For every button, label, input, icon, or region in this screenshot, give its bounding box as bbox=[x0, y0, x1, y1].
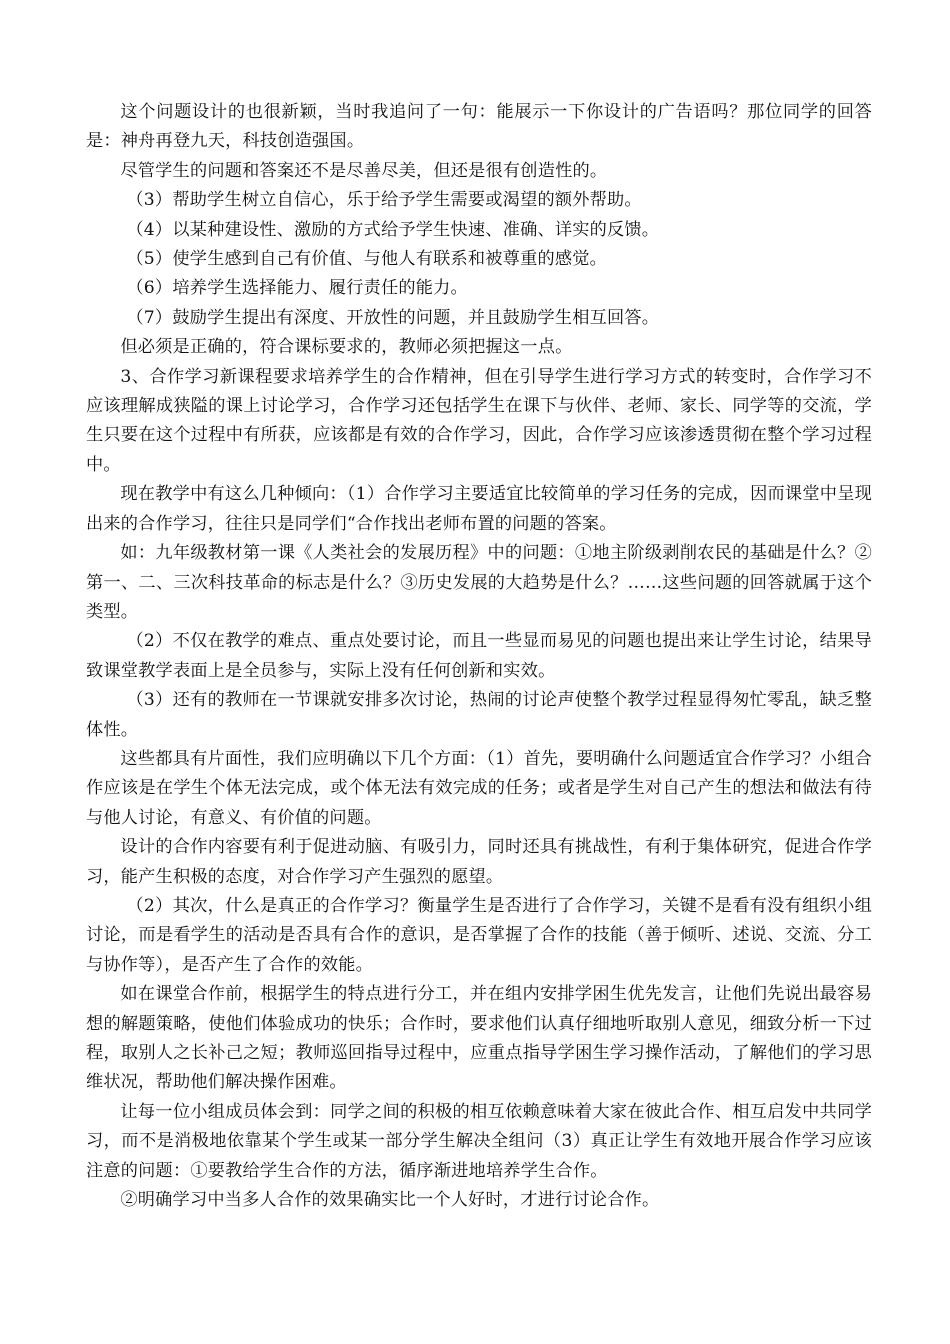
paragraph-ad-slogan: 这个问题设计的也很新颖，当时我追问了一句：能展示一下你设计的广告语吗？那位同学的回答是：神舟再登九天，科技创造强国。 bbox=[86, 102, 872, 152]
paragraph-example: 如：九年级教材第一课《人类社会的发展历程》中的问题：①地主阶级剥削农民的基础是什么？②第一、二、三次科技革命的标志是什么？③历史发展的大趋势是什么？……这些问题的回答就属于这个类型。 bbox=[86, 543, 872, 622]
paragraph-design-content: 设计的合作内容要有利于促进动脑、有吸引力，同时还具有挑战性，有利于集体研究，促进合作学习，能产生积极的态度，对合作学习产生强烈的愿望。 bbox=[86, 837, 872, 887]
paragraph-tendencies: 现在教学中有这么几种倾向：（1）合作学习主要适宜比较简单的学习任务的完成，因而课堂中呈现出来的合作学习，往往只是同学们“合作找出老师布置的问题的答案。 bbox=[86, 484, 872, 534]
list-item-3-multiple-discussions: （3）还有的教师在一节课就安排多次讨论，热闹的讨论声使整个教学过程显得匆忙零乱，缺乏整体性。 bbox=[86, 690, 872, 740]
paragraph-one-sided: 这些都具有片面性，我们应明确以下几个方面：（1）首先，要明确什么问题适宜合作学习？小组合作应该是在学生个体无法完成，或个体无法有效完成的任务；或者是学生对自己产生的想法和做法有待与他人讨论，有意义、有价值的问题。 bbox=[86, 748, 872, 828]
paragraph-group-members: 让每一位小组成员体会到：同学之间的积极的相互依赖意味着大家在彼此合作、相互启发中共同学习，而不是消极地依靠某个学生或某一部分学生解决全组问（3）真正让学生有效地开展合作学习应该注意的问题：①要教给学生合作的方法，循序渐进地培养学生合作。 bbox=[86, 1101, 872, 1181]
list-item-2-true-cooperation: （2）其次，什么是真正的合作学习？衡量学生是否进行了合作学习，关键不是看有没有组织小组讨论，而是看学生的活动是否具有合作的意识，是否掌握了合作的技能（善于倾听、述说、交流、分工与协作等），是否产生了合作的效能。 bbox=[86, 895, 872, 975]
list-item-5-value: （5）使学生感到自己有价值、与他人有联系和被尊重的感觉。 bbox=[126, 249, 608, 270]
document-body bbox=[86, 98, 872, 1215]
list-item-4-feedback: （4）以某种建设性、激励的方式给予学生快速、准确、详实的反馈。 bbox=[126, 219, 660, 240]
list-item-2-discussion: （2）不仅在教学的难点、重点处要讨论，而且一些显而易见的问题也提出来让学生讨论，结果导致课堂教学表面上是全员参与，实际上没有任何创新和实效。 bbox=[86, 631, 872, 681]
paragraph-correctness: 但必须是正确的，符合课标要求的，教师必须把握这一点。 bbox=[120, 337, 573, 358]
list-item-6-responsibility: （6）培养学生选择能力、履行责任的能力。 bbox=[126, 278, 468, 299]
paragraph-cooperative-learning: 3、合作学习新课程要求培养学生的合作精神，但在引导学生进行学习方式的转变时，合作学习不应该理解成狭隘的课上讨论学习，合作学习还包括学生在课下与伙伴、老师、家长、同学等的交流，学生只要在这个过程中有所获，应该都是有效的合作学习，因此，合作学习应该渗透贯彻在整个学习过程中。 bbox=[86, 366, 872, 475]
paragraph-clear-learning: ②明确学习中当多人合作的效果确实比一个人好时，才进行讨论合作。 bbox=[120, 1190, 660, 1211]
list-item-3-confidence: （3）帮助学生树立自信心，乐于给予学生需要或渴望的额外帮助。 bbox=[126, 190, 642, 211]
paragraph-creativity: 尽管学生的问题和答案还不是尽善尽美，但还是很有创造性的。 bbox=[120, 160, 608, 181]
list-item-7-questions: （7）鼓励学生提出有深度、开放性的问题，并且鼓励学生相互回答。 bbox=[126, 307, 660, 328]
paragraph-classroom-cooperation: 如在课堂合作前，根据学生的特点进行分工，并在组内安排学困生优先发言，让他们先说出最容易想的解题策略，使他们体验成功的快乐；合作时，要求他们认真仔细地听取别人意见，细致分析一下过程，取别人之长补己之短；教师巡回指导过程中，应重点指导学困生学习操作活动，了解他们的学习思维状况，帮助他们解决操作困难。 bbox=[86, 984, 872, 1093]
